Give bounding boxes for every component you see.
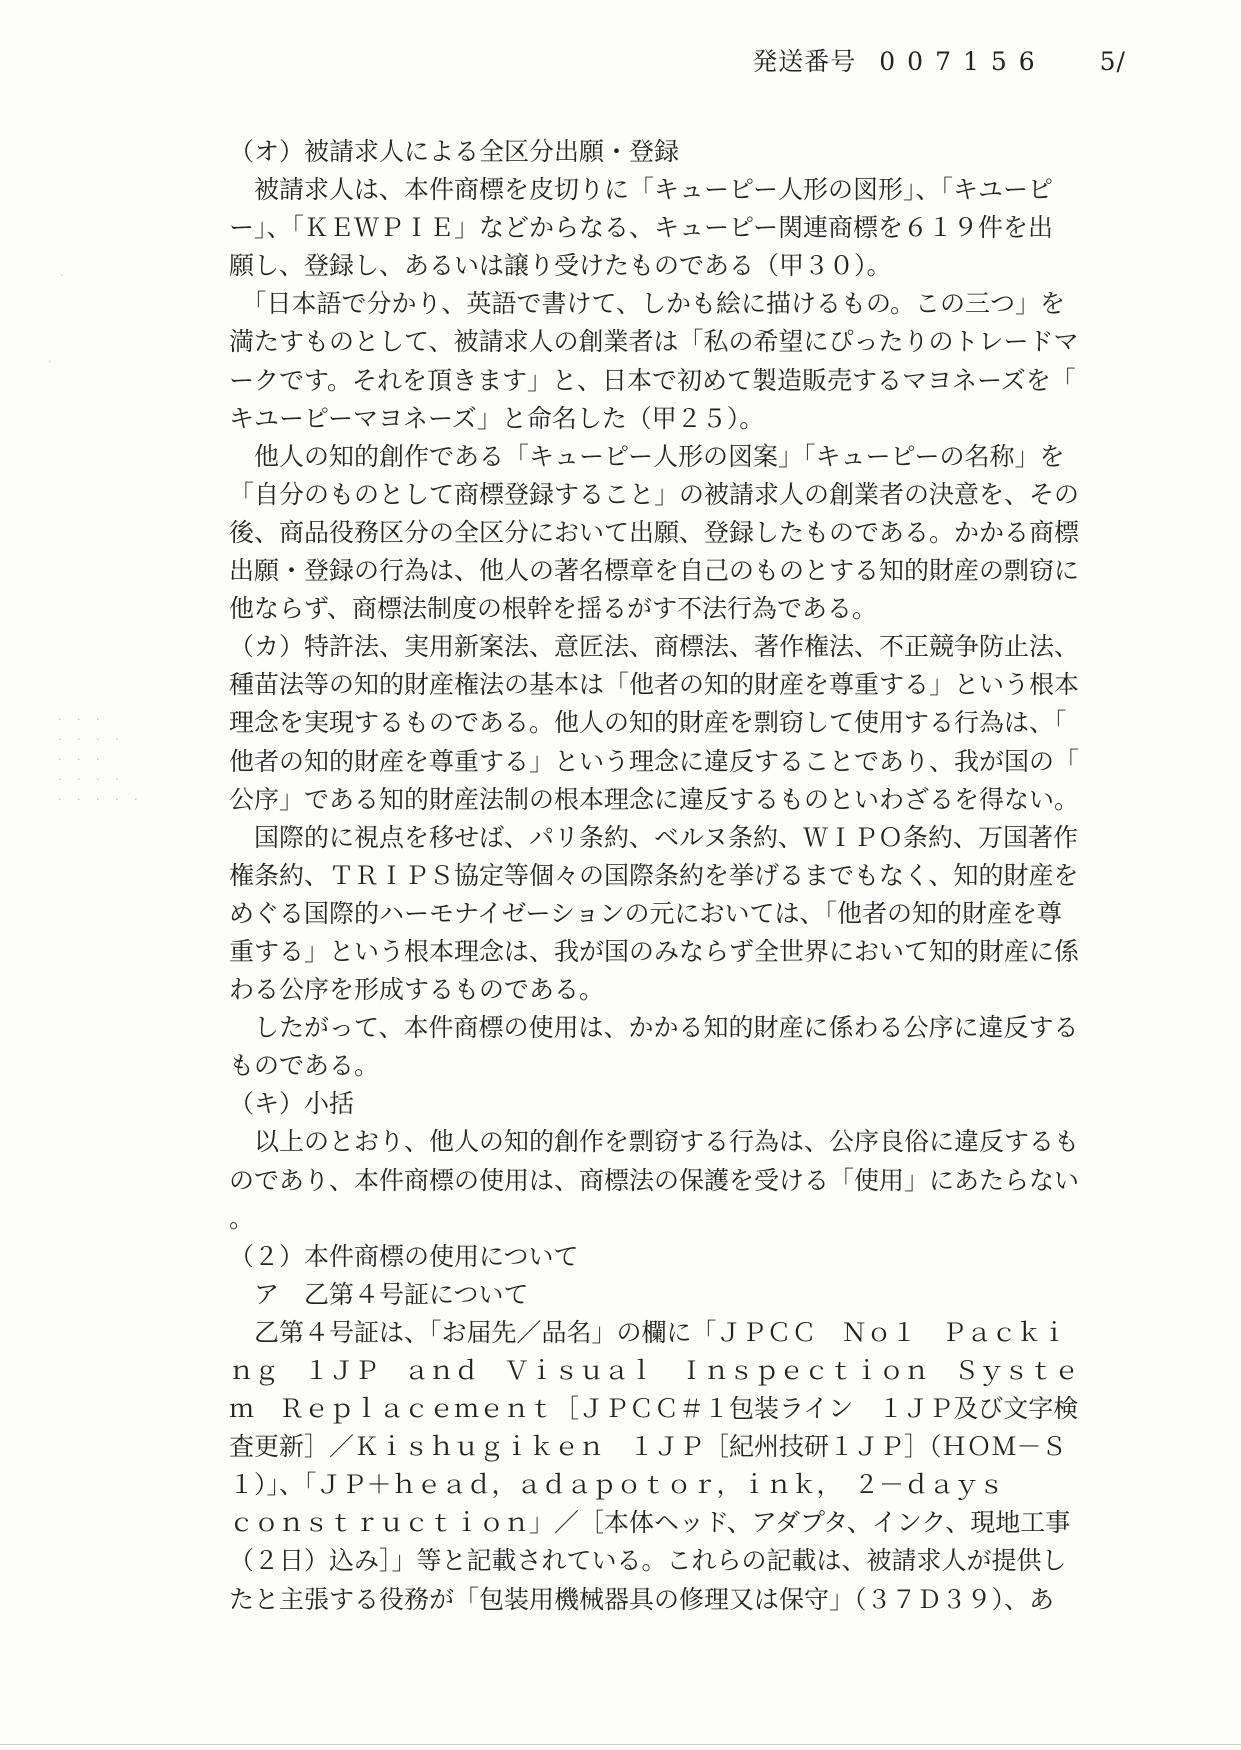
text-line: したがって、本件商標の使用は、かかる知的財産に係わる公序に違反する <box>229 1013 1079 1043</box>
text-line: 他人の知的創作である「キューピー人形の図案」「キューピーの名称」を <box>229 441 1065 471</box>
text-line: 被請求人は、本件商標を皮切りに「キューピー人形の図形」、「キユーピ <box>229 175 1054 205</box>
text-line: 他ならず、商標法制度の根幹を揺るがす不法行為である。 <box>229 594 878 624</box>
scan-artifact: · · · · · · · · · · · · · · · · · · · <box>58 713 144 806</box>
text-line: （２日）込み］」等と記載されている。これらの記載は、被請求人が提供し <box>229 1546 1067 1576</box>
text-line: 「自分のものとして商標登録すること」の被請求人の創業者の決意を、その <box>229 479 1080 509</box>
text-line: ｃｏｎｓｔｒｕｃｔｉｏｎ」／［本体ヘッド、アダプタ、インク、現地工事 <box>229 1508 1071 1538</box>
text-line: ｎｇ １ＪＰ ａｎｄ Ｖｉｓｕａｌ Ｉｎｓｐｅｃｔｉｏｎ Ｓｙｓｔｅ <box>229 1356 1080 1385</box>
text-line: 乙第４号証は、「お届先／品名」の欄に「ＪＰＣＣ Ｎｏ１ Ｐａｃｋｉ <box>229 1317 1067 1347</box>
text-line: ものである。 <box>229 1051 380 1081</box>
text-line: 後、商品役務区分の全区分において出願、登録したものである。かかる商標 <box>229 517 1080 547</box>
scan-edge-line <box>0 1744 1241 1745</box>
text-line: ー」、「ＫＥＷＰＩＥ」などからなる、キューピー関連商標を６１９件を出 <box>229 213 1054 243</box>
text-line: （キ）小括 <box>229 1089 355 1119</box>
text-line: 査更新］／Ｋｉｓｈｕｇｉｋｅｎ １ＪＰ［紀州技研１ＪＰ］（ＨＯＭ－Ｓ <box>229 1432 1067 1462</box>
text-line: わる公序を形成するものである。 <box>229 975 605 1005</box>
page-header <box>752 42 1126 78</box>
text-line: 重する」という根本理念は、我が国のみならず全世界において知的財産に係 <box>229 936 1080 966</box>
text-line: 出願・登録の行為は、他人の著名標章を自己のものとする知的財産の剽窃に <box>229 556 1080 586</box>
scan-artifact: · <box>48 355 58 368</box>
text-line: （２）本件商標の使用について <box>229 1241 579 1271</box>
text-line: （カ）特許法、実用新案法、意匠法、商標法、著作権法、不正競争防止法、 <box>229 632 1080 662</box>
text-line: 。 <box>229 1203 255 1233</box>
text-line: 国際的に視点を移せば、パリ条約、ベルヌ条約、ＷＩＰＯ条約、万国著作 <box>229 822 1079 852</box>
text-line: 満たすものとして、被請求人の創業者は「私の希望にぴったりのトレードマ <box>229 327 1079 357</box>
document-body <box>229 133 1091 1619</box>
text-line: 他者の知的財産を尊重する」という理念に違反することであり、我が国の「 <box>229 746 1080 776</box>
text-line: めぐる国際的ハーモナイゼーションの元においては、「他者の知的財産を尊 <box>229 898 1063 928</box>
text-line: 公序」である知的財産法制の根本理念に違反するものといわざるを得ない。 <box>229 784 1080 814</box>
text-line: キユーピーマヨネーズ」と命名した（甲２５）。 <box>229 403 765 433</box>
dispatch-number-label: 発送番号 <box>752 47 857 76</box>
page-number: 5/ <box>1099 47 1126 76</box>
text-line: １）」、「ＪＰ＋ｈｅａｄ，ａｄａｐｏｔｏｒ，ｉｎｋ， ２－ｄａｙｓ <box>229 1470 1030 1500</box>
text-line: 以上のとおり、他人の知的創作を剽窃する行為は、公序良俗に違反するも <box>229 1127 1080 1157</box>
text-line: たと主張する役務が「包装用機械器具の修理又は保守」（３７Ｄ３９）、あ <box>229 1584 1055 1614</box>
text-line: のであり、本件商標の使用は、商標法の保護を受ける「使用」にあたらない <box>229 1165 1080 1195</box>
text-line: ークです。それを頂きます」と、日本で初めて製造販売するマヨネーズを「 <box>229 365 1076 395</box>
dispatch-number: 007156 <box>879 47 1047 76</box>
text-line: ア 乙第４号証について <box>229 1279 529 1309</box>
text-line: ｍ Ｒｅｐｌａｃｅｍｅｎｔ［ＪＰＣＣ＃１包装ライン １ＪＰ及び文字検 <box>229 1394 1079 1424</box>
text-line: 願し、登録し、あるいは譲り受けたものである（甲３０）。 <box>229 251 892 281</box>
text-line: 「日本語で分かり、英語で書けて、しかも絵に描けるもの。この三つ」を <box>229 289 1066 319</box>
scan-artifact: · <box>60 269 70 282</box>
text-line: （オ）被請求人による全区分出願・登録 <box>229 137 680 166</box>
text-line: 権条約、ＴＲＩＰＳ協定等個々の国際条約を挙げるまでもなく、知的財産を <box>229 860 1079 890</box>
text-line: 種苗法等の知的財産権法の基本は「他者の知的財産を尊重する」という根本 <box>229 670 1080 700</box>
text-line: 理念を実現するものである。他人の知的財産を剽窃して使用する行為は、「 <box>229 708 1067 738</box>
